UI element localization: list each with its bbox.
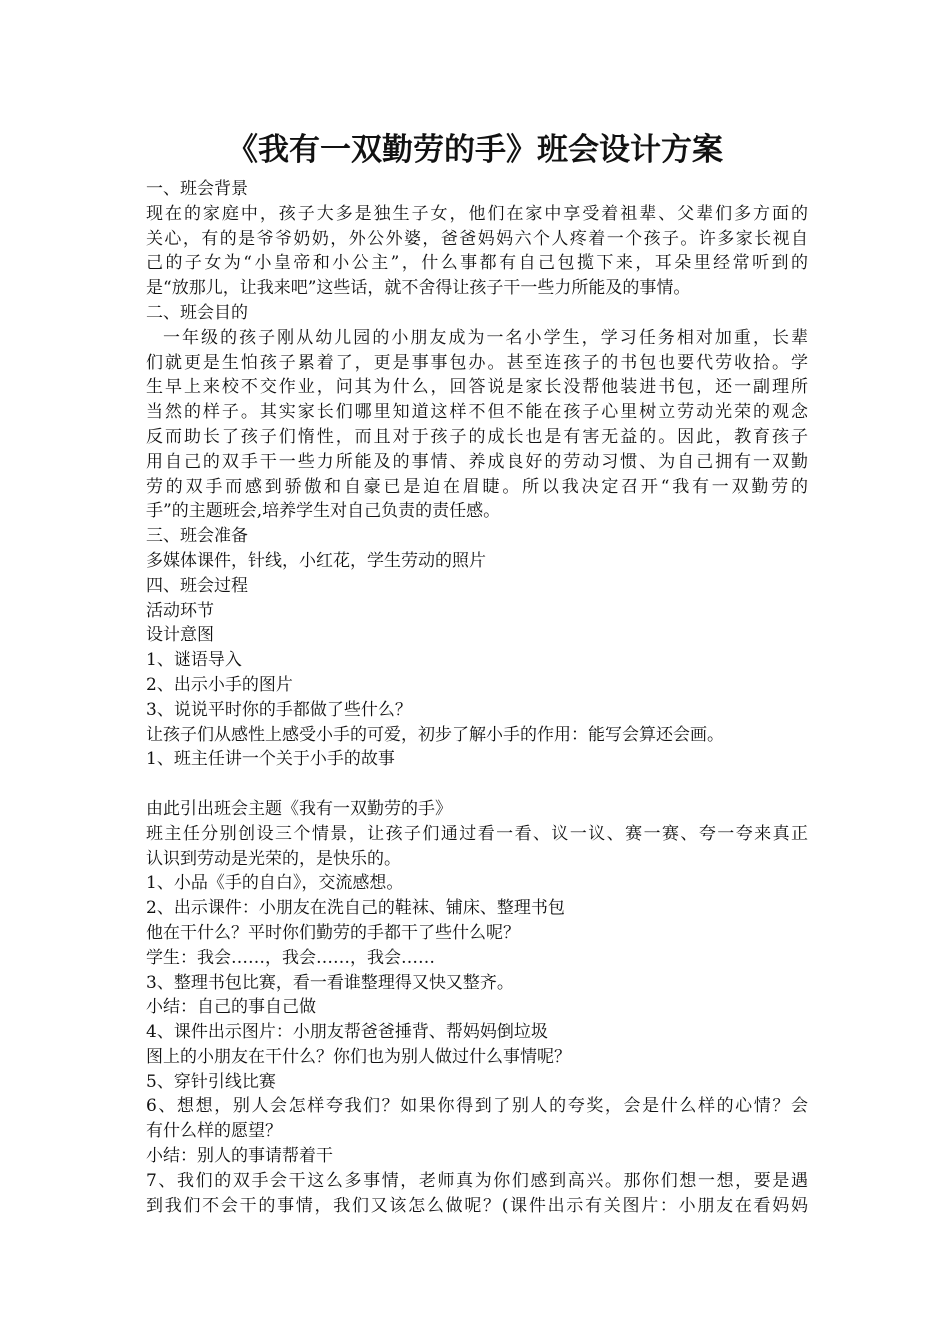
paragraph-line: 班主任分别创设三个情景，让孩子们通过看一看、议一议、赛一赛、夸一夸来真正 xyxy=(146,823,808,844)
paragraph-line: 他在干什么？平时你们勤劳的手都干了些什么呢？ xyxy=(146,922,520,943)
paragraph-line: 认识到劳动是光荣的，是快乐的。 xyxy=(146,848,401,869)
section-heading-purpose: 二、班会目的 xyxy=(146,302,248,323)
list-item: 1、班主任讲一个关于小手的故事 xyxy=(146,749,395,770)
paragraph-line: 们就更是生怕孩子累着了，更是事事包办。甚至连孩子的书包也要代劳收拾。学 xyxy=(146,352,808,373)
paragraph-line: 图上的小朋友在干什么？你们也为别人做过什么事情呢？ xyxy=(146,1046,571,1067)
paragraph-line: 手”的主题班会,培养学生对自己负责的责任感。 xyxy=(146,501,501,522)
blank-line xyxy=(146,772,808,797)
list-item: 2、出示小手的图片 xyxy=(146,674,293,695)
summary-line: 小结：别人的事请帮着干 xyxy=(146,1146,333,1167)
paragraph-line: 到我们不会干的事情，我们又该怎么做呢？(课件出示有关图片：小朋友在看妈妈 xyxy=(146,1195,808,1216)
paragraph-line: 多媒体课件，针线，小红花，学生劳动的照片 xyxy=(146,550,486,571)
paragraph-line: 生早上来校不交作业，问其为什么，回答说是家长没帮他装进书包，还一副理所 xyxy=(146,377,808,398)
section-heading-preparation: 三、班会准备 xyxy=(146,526,248,547)
paragraph-line: 反而助长了孩子们惰性，而且对于孩子的成长也是有害无益的。因此，教育孩子 xyxy=(146,426,808,447)
list-item: 1、谜语导入 xyxy=(146,650,242,671)
paragraph-line: 让孩子们从感性上感受小手的可爱，初步了解小手的作用：能写会算还会画。 xyxy=(146,724,724,745)
list-item: 3、整理书包比赛，看一看谁整理得又快又整齐。 xyxy=(146,972,514,993)
list-item: 2、出示课件：小朋友在洗自己的鞋袜、铺床、整理书包 xyxy=(146,898,565,919)
paragraph-line: 当然的样子。其实家长们哪里知道这样不但不能在孩子心里树立劳动光荣的观念 xyxy=(146,402,808,423)
paragraph-line: 关心，有的是爷爷奶奶，外公外婆，爸爸妈妈六个人疼着一个孩子。许多家长视自 xyxy=(146,228,808,249)
summary-line: 小结：自己的事自己做 xyxy=(146,997,316,1018)
paragraph-line: 由此引出班会主题《我有一双勤劳的手》 xyxy=(146,798,452,819)
list-item: 3、说说平时你的手都做了些什么？ xyxy=(146,699,412,720)
paragraph-line: 学生：我会……，我会……，我会…… xyxy=(146,947,435,968)
paragraph-line: 己的子女为“小皇帝和小公主”，什么事都有自己包揽下来，耳朵里经常听到的 xyxy=(146,253,808,274)
subheading-activity: 活动环节 xyxy=(146,600,214,621)
paragraph-line: 劳的双手而感到骄傲和自豪已是迫在眉睫。所以我决定召开“我有一双勤劳的 xyxy=(146,476,808,497)
section-heading-process: 四、班会过程 xyxy=(146,575,248,596)
list-item: 6、想想，别人会怎样夸我们？如果你得到了别人的夸奖，会是什么样的心情？会 xyxy=(146,1096,808,1117)
paragraph-line: 一年级的孩子刚从幼儿园的小朋友成为一名小学生，学习任务相对加重，长辈 xyxy=(163,327,808,348)
subheading-design-intent: 设计意图 xyxy=(146,625,214,646)
list-item: 4、课件出示图片：小朋友帮爸爸捶背、帮妈妈倒垃圾 xyxy=(146,1022,548,1043)
section-heading-background: 一、班会背景 xyxy=(146,179,248,199)
list-item: 1、小品《手的自白》，交流感想。 xyxy=(146,873,404,894)
list-item: 7、我们的双手会干这么多事情，老师真为你们感到高兴。那你们想一想，要是遇 xyxy=(146,1170,808,1191)
paragraph-line: 有什么样的愿望？ xyxy=(146,1121,282,1142)
document-body xyxy=(146,177,808,1218)
document-title: 《我有一双勤劳的手》班会设计方案 xyxy=(227,132,723,168)
paragraph-line: 是“放那儿，让我来吧”这些话，就不舍得让孩子干一些力所能及的事情。 xyxy=(146,278,691,299)
list-item: 5、穿针引线比赛 xyxy=(146,1071,276,1092)
paragraph-line: 现在的家庭中，孩子大多是独生子女，他们在家中享受着祖辈、父辈们多方面的 xyxy=(146,203,808,224)
paragraph-line: 用自己的双手干一些力所能及的事情、养成良好的劳动习惯、为自己拥有一双勤 xyxy=(146,451,808,472)
